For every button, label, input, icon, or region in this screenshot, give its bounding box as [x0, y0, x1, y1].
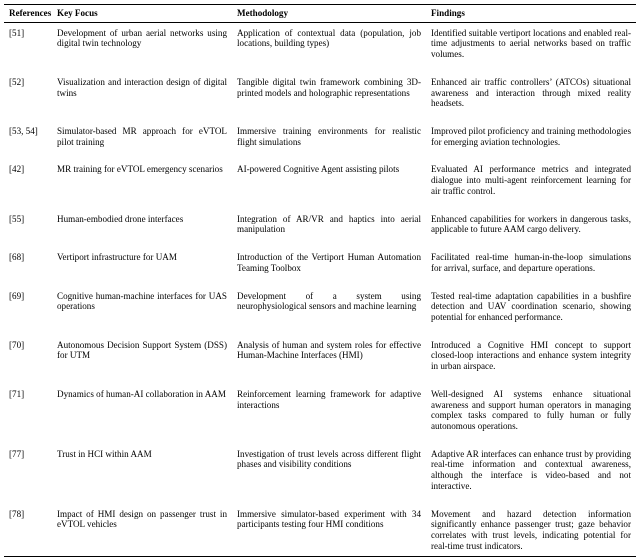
cell-findings: Enhanced air traffic controllers’ (ATCOs) situational awareness and interaction through mixed reality headsets.	[431, 76, 631, 109]
cell-key-focus: MR training for eVTOL emergency scenarios	[57, 164, 223, 175]
table-row	[4, 211, 636, 238]
cell-findings: Improved pilot proficiency and training methodologies for emerging aviation technologies.	[431, 126, 631, 147]
row-spacer	[4, 200, 636, 211]
table-row	[4, 288, 636, 326]
column-header-methodology: Methodology	[232, 5, 426, 23]
cell-key-focus: Vertiport infrastructure for UAM	[57, 252, 177, 263]
cell-reference: [51]	[9, 27, 25, 38]
cell-methodology: Tangible digital twin framework combining 3D-printed models and holographic representations	[237, 76, 421, 98]
row-spacer	[4, 151, 636, 162]
cell-key-focus: Visualization and interaction design of digital twins	[57, 76, 227, 98]
cell-methodology: Investigation of trust levels across different flight phases and visibility conditions	[237, 448, 421, 470]
row-spacer	[4, 239, 636, 250]
row-spacer	[4, 113, 636, 124]
cell-findings: Well-designed AI systems enhance situational awareness and support human operators in managing complex tasks compared to fully human or fully autonomous operations.	[431, 388, 631, 431]
column-header-findings: Findings	[426, 5, 636, 23]
cell-reference: [77]	[9, 448, 25, 459]
cell-key-focus: Trust in HCI within AAM	[57, 448, 152, 459]
literature-review-table	[4, 4, 636, 557]
cell-findings: Identified suitable vertiport locations and enabled real-time adjustments to aerial networks based on traffic volumes.	[431, 27, 631, 60]
cell-methodology: Integration of AR/VR and haptics into aerial manipulation	[237, 213, 421, 235]
row-spacer	[4, 63, 636, 74]
cell-methodology: Immersive training environments for realistic flight simulations	[237, 126, 421, 147]
cell-findings: Enhanced capabilities for workers in dangerous tasks, applicable to future AAM cargo delivery.	[431, 213, 631, 235]
cell-findings: Tested real-time adaptation capabilities in a bushfire detection and UAV coordination scenario, showing potential for enhanced performance.	[431, 290, 631, 322]
cell-findings: Evaluated AI performance metrics and integrated dialogue into multi-agent reinforcement learning for air traffic control.	[431, 164, 631, 196]
cell-key-focus: Development of urban aerial networks using digital twin technology	[57, 27, 227, 49]
table-row	[4, 124, 636, 151]
cell-reference: [53, 54]	[9, 126, 38, 137]
cell-methodology: Introduction of the Vertiport Human Automation Teaming Toolbox	[237, 252, 421, 273]
cell-findings: Movement and hazard detection information significantly enhance passenger trust; gaze behavior correlates with trust levels, indicating potential for real-time trust indicators.	[431, 508, 631, 551]
column-header-references: References	[4, 5, 52, 23]
row-spacer	[4, 277, 636, 288]
cell-reference: [55]	[9, 213, 25, 224]
cell-reference: [52]	[9, 76, 25, 87]
cell-methodology: AI-powered Cognitive Agent assisting pilots	[237, 164, 400, 175]
cell-reference: [68]	[9, 252, 25, 263]
table-row	[4, 386, 636, 435]
cell-methodology: Development of a system using neurophysiological sensors and machine learning	[237, 290, 421, 312]
table-row	[4, 74, 636, 112]
row-spacer	[4, 326, 636, 337]
cell-key-focus: Cognitive human-machine interfaces for UAS operations	[57, 290, 227, 312]
table-header	[4, 5, 636, 23]
row-spacer	[4, 435, 636, 446]
cell-reference: [42]	[9, 164, 25, 175]
cell-key-focus: Human-embodied drone interfaces	[57, 213, 184, 224]
table-row	[4, 506, 636, 557]
table-row	[4, 23, 636, 64]
cell-findings: Adaptive AR interfaces can enhance trust by providing real-time information and contextual awareness, although the interface is video-based and not interactive.	[431, 448, 631, 491]
cell-methodology: Application of contextual data (population, job locations, building types)	[237, 27, 421, 49]
table-row	[4, 250, 636, 277]
cell-key-focus: Simulator-based MR approach for eVTOL pilot training	[57, 126, 227, 147]
cell-methodology: Immersive simulator-based experiment with 34 participants testing four HMI conditions	[237, 508, 421, 530]
table-header-row	[4, 5, 636, 23]
column-header-key-focus: Key Focus	[52, 5, 232, 23]
cell-key-focus: Impact of HMI design on passenger trust in eVTOL vehicles	[57, 508, 227, 530]
cell-key-focus: Dynamics of human-AI collaboration in AAM	[57, 388, 226, 399]
cell-key-focus: Autonomous Decision Support System (DSS) for UTM	[57, 339, 227, 361]
cell-methodology: Analysis of human and system roles for effective Human-Machine Interfaces (HMI)	[237, 339, 421, 361]
table-row	[4, 446, 636, 495]
table-row	[4, 162, 636, 200]
cell-findings: Facilitated real-time human-in-the-loop simulations for arrival, surface, and departure operations.	[431, 252, 631, 273]
cell-findings: Introduced a Cognitive HMI concept to support closed-loop interactions and enhance system integrity in urban airspace.	[431, 339, 631, 372]
table-body	[4, 23, 636, 557]
cell-reference: [70]	[9, 339, 25, 350]
row-spacer	[4, 495, 636, 506]
cell-reference: [69]	[9, 290, 25, 301]
cell-reference: [78]	[9, 508, 25, 519]
cell-methodology: Reinforcement learning framework for adaptive interactions	[237, 388, 421, 410]
row-spacer	[4, 375, 636, 386]
table-row	[4, 337, 636, 375]
cell-reference: [71]	[9, 388, 25, 399]
